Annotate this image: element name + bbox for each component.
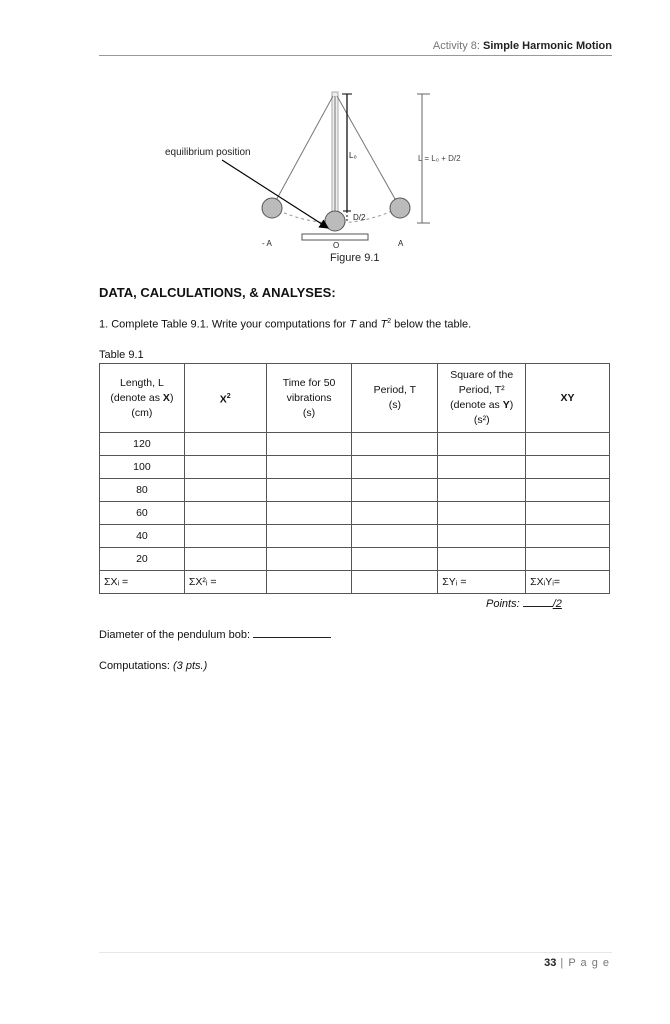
page-number: 33 [544,957,557,969]
input-cell[interactable] [184,433,266,456]
instruction-text: 1. Complete Table 9.1. Write your computations for T and $T^2$ below the table. [99,318,472,331]
activity-title: Simple Harmonic Motion [483,40,612,52]
left-amplitude-label: - A [262,239,272,248]
header-xy: XY [526,364,610,433]
input-cell[interactable] [438,502,526,525]
figure-caption: Figure 9.1 [330,252,380,264]
input-cell[interactable] [438,479,526,502]
sum-row [100,571,610,594]
length-label: L = L₀ + D/2 [418,154,461,163]
center-label: O [333,241,340,250]
header-period: Period, T (s) [352,364,438,433]
footer-divider [99,952,612,953]
page-header [433,40,612,52]
input-cell[interactable] [352,456,438,479]
diameter-line: Diameter of the pendulum bob: [99,627,331,641]
input-cell[interactable] [438,548,526,571]
equilibrium-label: equilibrium position [165,147,251,158]
input-cell[interactable] [526,548,610,571]
input-cell[interactable] [438,525,526,548]
lo-label: L₀ [349,151,357,160]
input-cell[interactable] [526,433,610,456]
section-title: DATA, CALCULATIONS, & ANALYSES: [99,285,336,300]
table-row [100,456,610,479]
table-row [100,479,610,502]
input-cell[interactable] [266,479,352,502]
input-cell[interactable] [266,502,352,525]
table-row [100,433,610,456]
sum-y[interactable]: ΣYᵢ = [438,571,526,594]
header-x-squared: $X^2$ [184,364,266,433]
table-label: Table 9.1 [99,349,144,361]
input-cell[interactable] [184,502,266,525]
header-length: Length, L (denote as X) (cm) [100,364,185,433]
input-cell[interactable] [352,479,438,502]
header-divider [99,55,612,56]
sum-empty [352,571,438,594]
sum-xy[interactable]: ΣXᵢYᵢ= [526,571,610,594]
string-left [273,96,333,206]
input-cell[interactable] [266,433,352,456]
sum-x-squared[interactable]: ΣX²ᵢ = [184,571,266,594]
data-table [99,363,610,594]
input-cell[interactable] [526,479,610,502]
input-cell[interactable] [184,548,266,571]
input-cell[interactable] [438,456,526,479]
half-diameter-label: D/2 [353,213,366,222]
table-row [100,548,610,571]
length-cell: 120 [100,433,185,456]
sum-x[interactable]: ΣXᵢ = [100,571,185,594]
input-cell[interactable] [184,479,266,502]
input-cell[interactable] [352,548,438,571]
input-cell[interactable] [352,502,438,525]
length-cell: 80 [100,479,185,502]
table-header-row [100,364,610,433]
length-cell: 20 [100,548,185,571]
input-cell[interactable] [266,548,352,571]
input-cell[interactable] [184,456,266,479]
right-amplitude-label: A [398,239,404,248]
input-cell[interactable] [352,525,438,548]
input-cell[interactable] [526,456,610,479]
header-square-period: Square of the Period, T² (denote as Y) (s²) [438,364,526,433]
table-row [100,502,610,525]
length-cell: 100 [100,456,185,479]
length-cell: 60 [100,502,185,525]
input-cell[interactable] [526,502,610,525]
input-cell[interactable] [526,525,610,548]
bob-left [262,198,282,218]
input-cell[interactable] [352,433,438,456]
diameter-blank[interactable] [253,627,331,638]
points-line: Points: /2 [486,598,562,610]
input-cell[interactable] [438,433,526,456]
points-blank[interactable] [523,596,553,607]
input-cell[interactable] [266,525,352,548]
input-cell[interactable] [184,525,266,548]
scale-bar [302,234,368,240]
length-cell: 40 [100,525,185,548]
pendulum-figure [140,78,520,273]
string-right [337,96,399,206]
computations-line: Computations: (3 pts.) [99,660,208,672]
input-cell[interactable] [266,456,352,479]
sum-empty [266,571,352,594]
page-footer: 33 | P a g e [544,957,610,969]
table-row [100,525,610,548]
activity-number: Activity 8: [432,40,480,52]
header-time: Time for 50 vibrations (s) [266,364,352,433]
bob-right [390,198,410,218]
